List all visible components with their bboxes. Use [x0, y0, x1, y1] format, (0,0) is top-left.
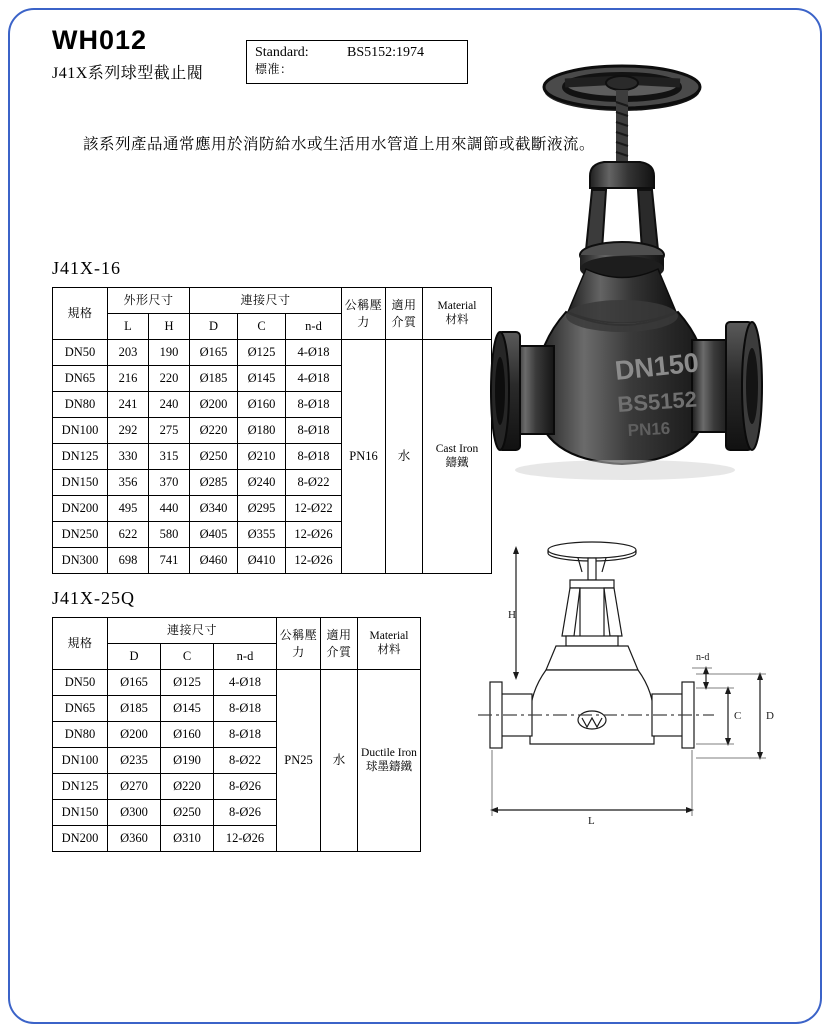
cell-D: Ø360: [108, 826, 161, 852]
header-material-cn: 材料: [445, 313, 469, 326]
cast-text-dn: DN150: [613, 347, 701, 386]
product-description: 該系列產品通常應用於消防給水或生活用水管道上用來調節或截斷液流。: [83, 136, 596, 153]
header-medium: 適用介質: [321, 618, 358, 670]
cell-nd: 8-Ø18: [286, 444, 342, 470]
header-material-en: Material: [437, 300, 477, 313]
cell-C: Ø310: [161, 826, 214, 852]
drawing-bonnet-flange: [566, 636, 618, 646]
dimension-nd-label: n-d: [696, 652, 710, 663]
cell-medium: 水: [386, 340, 423, 574]
subheader-D: D: [108, 644, 161, 670]
cell-nd: 8-Ø26: [214, 800, 277, 826]
dimension-C-label: C: [734, 710, 742, 722]
table2-title: J41X-25Q: [52, 588, 135, 608]
cell-C: Ø220: [161, 774, 214, 800]
cell-spec: DN300: [53, 548, 108, 574]
spec-table-j41x-16: [52, 287, 492, 574]
dimension-nd: [692, 652, 712, 690]
cell-L: 495: [108, 496, 149, 522]
model-code: WH012: [52, 25, 148, 55]
cell-C: Ø160: [161, 722, 214, 748]
valve-technical-drawing: [470, 528, 800, 868]
title-block: [52, 26, 203, 83]
subheader-L: L: [108, 314, 149, 340]
cell-nd: 12-Ø22: [286, 496, 342, 522]
cell-D: Ø340: [190, 496, 238, 522]
table-header-row: [53, 288, 492, 314]
drawing-body: [530, 670, 654, 744]
cell-D: Ø460: [190, 548, 238, 574]
drawing-disc: [578, 711, 606, 729]
cell-D: Ø300: [108, 800, 161, 826]
table-row: [53, 340, 492, 366]
cell-spec: DN150: [53, 800, 108, 826]
cell-material-en: Cast Iron: [435, 443, 479, 456]
cell-nd: 12-Ø26: [286, 548, 342, 574]
standard-box: [246, 40, 468, 84]
cell-spec: DN200: [53, 826, 108, 852]
header-outline: 外形尺寸: [108, 288, 190, 314]
drawing-bonnet: [546, 646, 638, 670]
header-material-cn: 材料: [377, 643, 401, 656]
cell-nd: 12-Ø26: [214, 826, 277, 852]
subheader-nd: n-d: [214, 644, 277, 670]
cell-spec: DN65: [53, 696, 108, 722]
header-pressure: 公稱壓力: [277, 618, 321, 670]
cell-L: 698: [108, 548, 149, 574]
cell-C: Ø160: [238, 392, 286, 418]
cell-spec: DN50: [53, 340, 108, 366]
drawing-yoke: [562, 580, 622, 636]
cell-L: 292: [108, 418, 149, 444]
cell-pressure: PN16: [342, 340, 386, 574]
cell-L: 330: [108, 444, 149, 470]
cell-H: 275: [149, 418, 190, 444]
cell-D: Ø165: [190, 340, 238, 366]
cast-text-pn: PN16: [627, 418, 671, 440]
table1-title: J41X-16: [52, 258, 121, 278]
cell-C: Ø190: [161, 748, 214, 774]
cell-nd: 4-Ø18: [286, 340, 342, 366]
cell-nd: 8-Ø26: [214, 774, 277, 800]
table-row: [53, 670, 421, 696]
header-medium: 適用介質: [386, 288, 423, 340]
cast-text-std: BS5152: [616, 386, 698, 417]
inlet-flange: [491, 332, 554, 450]
cell-H: 580: [149, 522, 190, 548]
header-connection: 連接尺寸: [108, 618, 277, 644]
cell-L: 241: [108, 392, 149, 418]
header-pressure: 公稱壓力: [342, 288, 386, 340]
cell-L: 356: [108, 470, 149, 496]
cell-nd: 8-Ø22: [286, 470, 342, 496]
cell-H: 315: [149, 444, 190, 470]
cell-C: Ø180: [238, 418, 286, 444]
cell-medium: 水: [321, 670, 358, 852]
cell-H: 741: [149, 548, 190, 574]
subheader-H: H: [149, 314, 190, 340]
cell-material: [358, 670, 421, 852]
valve-product-photo: [470, 50, 800, 500]
subheader-C: C: [238, 314, 286, 340]
header-material: [358, 618, 421, 670]
subheader-D: D: [190, 314, 238, 340]
cell-C: Ø240: [238, 470, 286, 496]
cell-spec: DN200: [53, 496, 108, 522]
cell-pressure: PN25: [277, 670, 321, 852]
standard-label-cn: 標准：: [255, 61, 293, 76]
cell-D: Ø200: [190, 392, 238, 418]
cell-D: Ø165: [108, 670, 161, 696]
cell-H: 220: [149, 366, 190, 392]
cell-H: 190: [149, 340, 190, 366]
cell-D: Ø250: [190, 444, 238, 470]
header-connection: 連接尺寸: [190, 288, 342, 314]
cell-H: 440: [149, 496, 190, 522]
cell-nd: 12-Ø26: [286, 522, 342, 548]
model-name: J41X系列球型截止閥: [52, 65, 204, 83]
header-material-en: Material: [369, 630, 409, 643]
subheader-C: C: [161, 644, 214, 670]
cell-D: Ø285: [190, 470, 238, 496]
cell-C: Ø355: [238, 522, 286, 548]
cell-spec: DN50: [53, 670, 108, 696]
cell-nd: 4-Ø18: [286, 366, 342, 392]
cell-spec: DN125: [53, 444, 108, 470]
valve-yoke: [586, 162, 658, 250]
standard-value: BS5152:1974: [347, 45, 425, 60]
table-header-row: [53, 618, 421, 644]
spec-table-j41x-25q: [52, 617, 421, 852]
subheader-nd: n-d: [286, 314, 342, 340]
cell-D: Ø270: [108, 774, 161, 800]
dimension-C: [696, 686, 741, 746]
cell-nd: 4-Ø18: [214, 670, 277, 696]
cell-C: Ø145: [238, 366, 286, 392]
cell-D: Ø235: [108, 748, 161, 774]
cell-nd: 8-Ø18: [286, 418, 342, 444]
header-spec: 規格: [53, 288, 108, 340]
cell-spec: DN150: [53, 470, 108, 496]
dimension-H: [508, 546, 519, 680]
cell-C: Ø125: [238, 340, 286, 366]
cell-nd: 8-Ø18: [214, 696, 277, 722]
cell-spec: DN80: [53, 722, 108, 748]
dimension-H-label: H: [508, 609, 516, 621]
cell-C: Ø295: [238, 496, 286, 522]
dimension-L: [490, 750, 694, 827]
cell-spec: DN65: [53, 366, 108, 392]
standard-label-en: Standard:: [255, 45, 309, 60]
cell-spec: DN80: [53, 392, 108, 418]
cell-spec: DN250: [53, 522, 108, 548]
cell-spec: DN100: [53, 748, 108, 774]
spec-section-j41x-16: [52, 258, 492, 574]
cell-D: Ø200: [108, 722, 161, 748]
header-spec: 規格: [53, 618, 108, 670]
cell-D: Ø185: [190, 366, 238, 392]
cell-H: 370: [149, 470, 190, 496]
cell-spec: DN100: [53, 418, 108, 444]
outlet-flange: [692, 322, 762, 450]
cell-C: Ø145: [161, 696, 214, 722]
cell-material-en: Ductile Iron: [361, 747, 417, 760]
cell-material-cn: 球墨鑄鐵: [366, 760, 412, 773]
cell-L: 622: [108, 522, 149, 548]
cell-nd: 8-Ø18: [214, 722, 277, 748]
cell-C: Ø210: [238, 444, 286, 470]
cell-L: 203: [108, 340, 149, 366]
cell-D: Ø405: [190, 522, 238, 548]
dimension-L-label: L: [588, 815, 595, 827]
cell-material-cn: 鑄鐵: [445, 456, 469, 469]
cell-C: Ø125: [161, 670, 214, 696]
cell-C: Ø250: [161, 800, 214, 826]
cell-C: Ø410: [238, 548, 286, 574]
dimension-D-label: D: [766, 710, 774, 722]
cell-nd: 8-Ø18: [286, 392, 342, 418]
cell-L: 216: [108, 366, 149, 392]
cell-D: Ø185: [108, 696, 161, 722]
cell-nd: 8-Ø22: [214, 748, 277, 774]
spec-section-j41x-25q: [52, 588, 421, 852]
cell-spec: DN125: [53, 774, 108, 800]
cell-D: Ø220: [190, 418, 238, 444]
cell-H: 240: [149, 392, 190, 418]
